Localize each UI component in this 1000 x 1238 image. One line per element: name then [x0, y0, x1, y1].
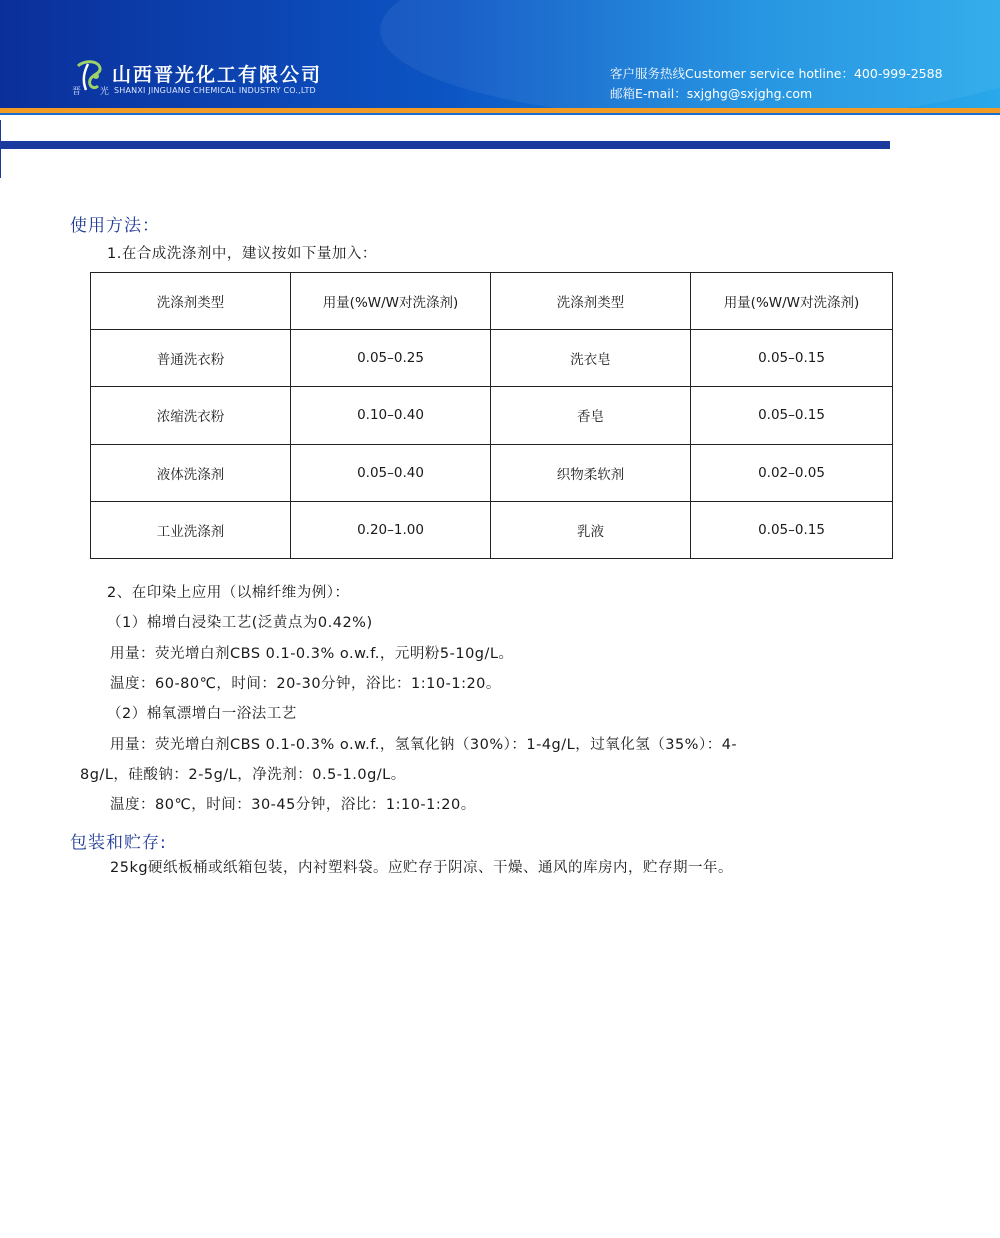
- process1-temperature: 温度：60-80℃，时间：20-30分钟，浴比：1:10-1:20。: [110, 676, 501, 692]
- process1-title: （1）棉增白浸染工艺(泛黄点为0.42%): [107, 615, 373, 631]
- page-header: [0, 0, 1000, 108]
- process2-dosage: 用量：荧光增白剂CBS 0.1-0.3% o.w.f.，氢氧化钠（30%）：1-4g/L，过氧化氢（35%）：4-: [110, 737, 738, 753]
- email-text: 邮箱E-mail：sxjghg@sxjghg.com: [610, 86, 813, 101]
- table-cell: 0.05–0.15: [691, 387, 893, 444]
- table-cell: 0.10–0.40: [291, 387, 491, 444]
- table-row: [91, 444, 893, 501]
- table-header-cell: 用量(%W/W对洗涤剂): [291, 273, 491, 330]
- company-name-cn: 山西晋光化工有限公司: [112, 64, 323, 86]
- logo-subtitle: 晋 光: [72, 87, 117, 97]
- table-cell: 0.05–0.15: [691, 501, 893, 558]
- usage-intro: 1.在合成洗涤剂中，建议按如下量加入：: [107, 246, 377, 262]
- company-name-en: SHANXI JINGUANG CHEMICAL INDUSTRY CO.,LTD: [114, 86, 316, 95]
- section-divider-bar: [0, 141, 890, 149]
- contact-info: [610, 64, 943, 104]
- table-cell: 工业洗涤剂: [91, 501, 291, 558]
- table-cell: 香皂: [491, 387, 691, 444]
- usage-section-title: 使用方法：: [70, 216, 160, 236]
- header-blue-line: [0, 113, 1000, 115]
- packaging-text: 25kg硬纸板桶或纸箱包装，内衬塑料袋。应贮存于阴凉、干燥、通风的库房内，贮存期一年。: [110, 860, 734, 876]
- process2-title: （2）棉氧漂增白一浴法工艺: [107, 706, 297, 722]
- table-row: [91, 501, 893, 558]
- table-header-cell: 洗涤剂类型: [91, 273, 291, 330]
- dosage-table: [90, 272, 893, 559]
- table-cell: 织物柔软剂: [491, 444, 691, 501]
- table-cell: 0.05–0.25: [291, 330, 491, 387]
- left-rule: [0, 120, 1, 178]
- table-cell: 浓缩洗衣粉: [91, 387, 291, 444]
- dyeing-title: 2、在印染上应用（以棉纤维为例）：: [107, 585, 350, 601]
- table-row: [91, 330, 893, 387]
- table-cell: 液体洗涤剂: [91, 444, 291, 501]
- table-cell: 洗衣皂: [491, 330, 691, 387]
- table-header-cell: 洗涤剂类型: [491, 273, 691, 330]
- table-header-cell: 用量(%W/W对洗涤剂): [691, 273, 893, 330]
- process2-dosage-cont: 8g/L，硅酸钠：2-5g/L，净洗剂：0.5-1.0g/L。: [80, 767, 406, 783]
- table-row: [91, 387, 893, 444]
- hotline-text: 客户服务热线Customer service hotline：400-999-2588: [610, 66, 943, 81]
- table-cell: 0.05–0.15: [691, 330, 893, 387]
- table-cell: 0.05–0.40: [291, 444, 491, 501]
- table-cell: 0.02–0.05: [691, 444, 893, 501]
- table-cell: 0.20–1.00: [291, 501, 491, 558]
- process2-temperature: 温度：80℃，时间：30-45分钟，浴比：1:10-1:20。: [110, 797, 476, 813]
- table-cell: 普通洗衣粉: [91, 330, 291, 387]
- process1-dosage: 用量：荧光增白剂CBS 0.1-0.3% o.w.f.，元明粉5-10g/L。: [110, 646, 514, 662]
- packaging-section-title: 包装和贮存:: [70, 833, 167, 853]
- table-cell: 乳液: [491, 501, 691, 558]
- table-header-row: [91, 273, 893, 330]
